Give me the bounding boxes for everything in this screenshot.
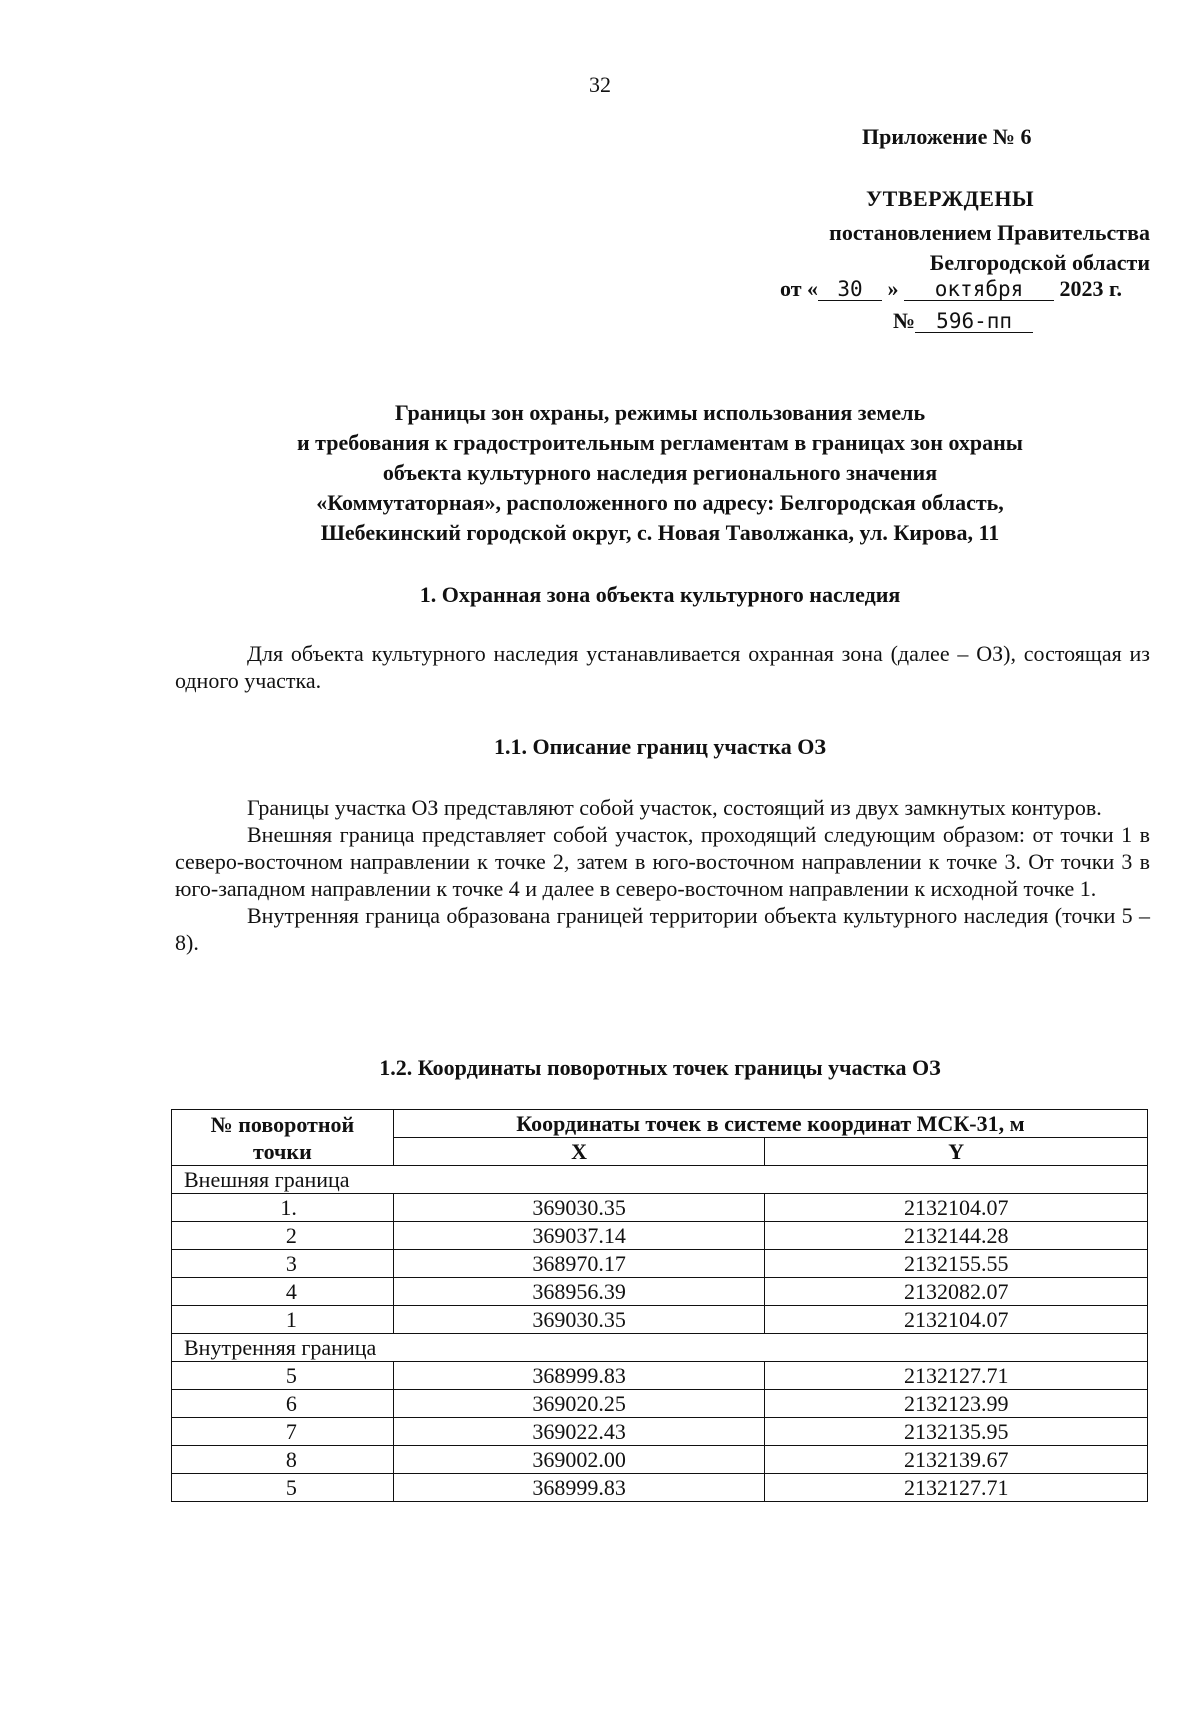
coordinates-table — [171, 1109, 1148, 1502]
paragraph-text: Внутренняя граница образована границей территории объекта культурного наследия (точки 5 – 8). — [175, 903, 1150, 955]
header-point-line2: точки — [253, 1138, 312, 1164]
section-1-1-text — [175, 794, 1150, 956]
decree-line: Белгородской области — [929, 250, 1150, 275]
table-row — [172, 1418, 1148, 1446]
header-point-line1: № поворотной — [210, 1111, 355, 1137]
cell-y: 2132104.07 — [765, 1194, 1148, 1222]
number-value: 596-пп — [915, 310, 1033, 333]
section-1-paragraph — [175, 640, 1150, 694]
header-x: X — [393, 1138, 765, 1166]
decree-block — [770, 218, 1150, 278]
cell-x: 368956.39 — [393, 1278, 765, 1306]
cell-y: 2132127.71 — [765, 1362, 1148, 1390]
cell-x: 369002.00 — [393, 1446, 765, 1474]
title-line: Границы зон охраны, режимы использования земель — [394, 400, 926, 425]
cell-y: 2132155.55 — [765, 1250, 1148, 1278]
cell-x: 368970.17 — [393, 1250, 765, 1278]
cell-point: 1. — [172, 1194, 394, 1222]
title-line: «Коммутаторная», расположенного по адресу: Белгородская область, — [316, 490, 1004, 515]
decree-number — [893, 308, 1033, 334]
table-row — [172, 1306, 1148, 1334]
table-row — [172, 1194, 1148, 1222]
group-label-inner: Внутренняя граница — [172, 1334, 1148, 1362]
header-y: Y — [765, 1138, 1148, 1166]
cell-point: 5 — [172, 1474, 394, 1502]
cell-y: 2132139.67 — [765, 1446, 1148, 1474]
cell-y: 2132144.28 — [765, 1222, 1148, 1250]
date-month: октября — [904, 278, 1054, 301]
table-group-row — [172, 1166, 1148, 1194]
cell-point: 4 — [172, 1278, 394, 1306]
paragraph-text: Внешняя граница представляет собой участок, проходящий следующим образом: от точки 1 в северо-восточном направлении к точке 2, затем в юго-восточном направлении к точке 3. От точки 3 в юго-западном направлении к точке 4 и далее в северо-восточном направлении к исходной точке 1. — [175, 822, 1150, 901]
table-group-row — [172, 1334, 1148, 1362]
header-point — [172, 1110, 394, 1166]
cell-x: 369037.14 — [393, 1222, 765, 1250]
cell-y: 2132082.07 — [765, 1278, 1148, 1306]
cell-x: 369020.25 — [393, 1390, 765, 1418]
cell-x: 368999.83 — [393, 1362, 765, 1390]
cell-y: 2132135.95 — [765, 1418, 1148, 1446]
cell-point: 8 — [172, 1446, 394, 1474]
cell-x: 369022.43 — [393, 1418, 765, 1446]
document-title — [170, 398, 1150, 548]
table-row — [172, 1390, 1148, 1418]
table-row — [172, 1362, 1148, 1390]
cell-point: 5 — [172, 1362, 394, 1390]
cell-y: 2132123.99 — [765, 1390, 1148, 1418]
title-line: Шебекинский городской округ, с. Новая Таволжанка, ул. Кирова, 11 — [320, 520, 1000, 545]
date-year: 2023 г. — [1059, 276, 1123, 301]
section-1-2-heading: 1.2. Координаты поворотных точек границы участка ОЗ — [379, 1055, 941, 1080]
page-number: 32 — [589, 72, 611, 97]
table-row — [172, 1278, 1148, 1306]
section-1-1-heading: 1.1. Описание границ участка ОЗ — [494, 734, 826, 759]
header-coords: Координаты точек в системе координат МСК-31, м — [393, 1110, 1147, 1138]
decree-date — [780, 276, 1122, 302]
appendix-label: Приложение № 6 — [862, 124, 1032, 149]
date-prefix: от « — [780, 276, 819, 301]
decree-line: постановлением Правительства — [829, 220, 1150, 245]
table-row — [172, 1222, 1148, 1250]
cell-point: 1 — [172, 1306, 394, 1334]
paragraph-text: Границы участка ОЗ представляют собой участок, состоящий из двух замкнутых контуров. — [247, 795, 1102, 820]
paragraph-text: Для объекта культурного наследия устанавливается охранная зона (далее – ОЗ), состоящая из одного участка. — [175, 641, 1150, 693]
cell-x: 368999.83 — [393, 1474, 765, 1502]
table-row — [172, 1250, 1148, 1278]
date-mid: » — [887, 276, 899, 301]
cell-point: 3 — [172, 1250, 394, 1278]
group-label-outer: Внешняя граница — [172, 1166, 1148, 1194]
table-header-row — [172, 1110, 1148, 1138]
date-day: 30 — [818, 278, 882, 301]
table-row — [172, 1446, 1148, 1474]
cell-x: 369030.35 — [393, 1194, 765, 1222]
cell-y: 2132127.71 — [765, 1474, 1148, 1502]
title-line: объекта культурного наследия регионального значения — [382, 460, 938, 485]
section-1-heading: 1. Охранная зона объекта культурного наследия — [419, 582, 901, 607]
table-row — [172, 1474, 1148, 1502]
title-line: и требования к градостроительным регламентам в границах зон охраны — [297, 430, 1023, 455]
approved-label: УТВЕРЖДЕНЫ — [866, 186, 1035, 211]
cell-point: 6 — [172, 1390, 394, 1418]
cell-x: 369030.35 — [393, 1306, 765, 1334]
cell-point: 7 — [172, 1418, 394, 1446]
cell-y: 2132104.07 — [765, 1306, 1148, 1334]
number-prefix: № — [893, 308, 916, 333]
cell-point: 2 — [172, 1222, 394, 1250]
